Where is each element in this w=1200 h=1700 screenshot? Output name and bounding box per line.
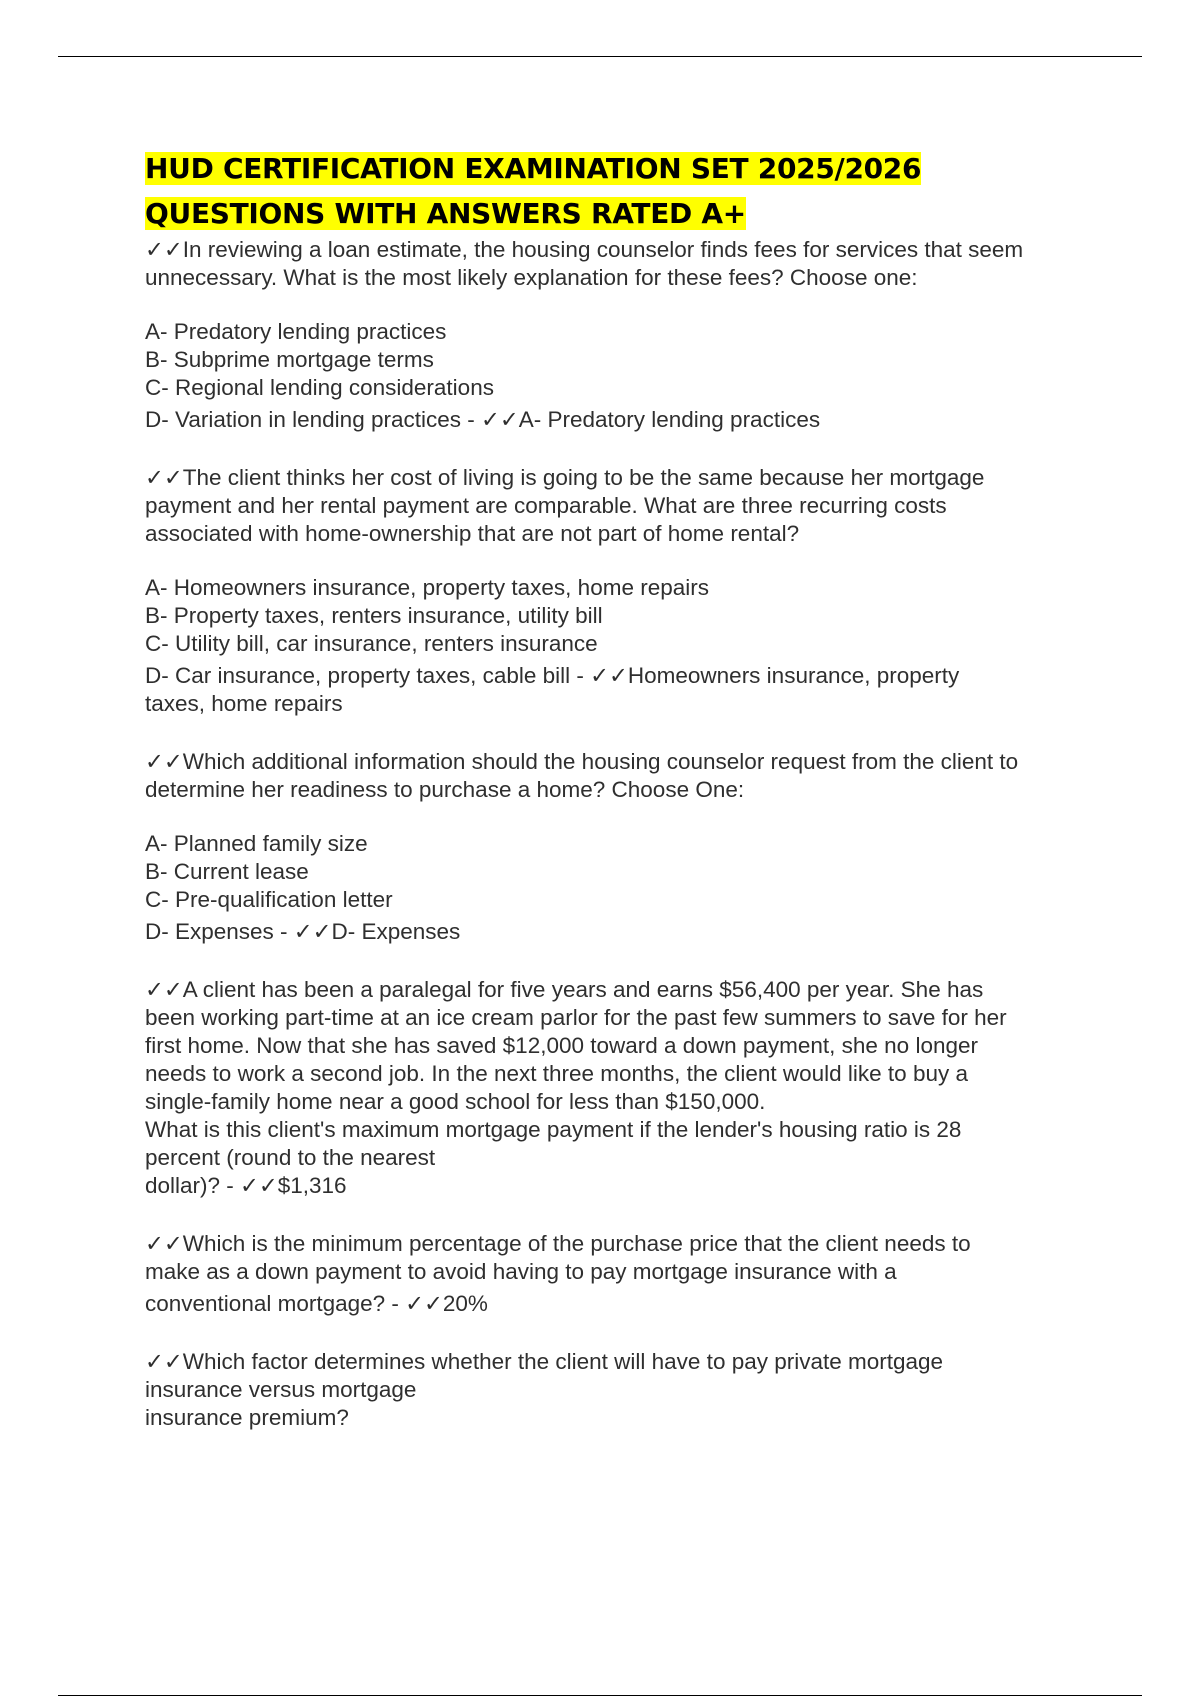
question-line: needs to work a second job. In the next three months, the client would like to buy a xyxy=(145,1061,968,1086)
answer-option: C- Utility bill, car insurance, renters insurance xyxy=(145,631,598,656)
question-line: unnecessary. What is the most likely explanation for these fees? Choose one: xyxy=(145,265,918,290)
question-3-options xyxy=(145,830,1095,946)
answer-option: D- Expenses - ✓✓D- Expenses xyxy=(145,919,461,944)
title-line-1: HUD CERTIFICATION EXAMINATION SET 2025/2026 xyxy=(145,152,922,185)
answer-option: A- Predatory lending practices xyxy=(145,319,447,344)
question-line: payment and her rental payment are comparable. What are three recurring costs xyxy=(145,493,947,518)
answer-option: B- Subprime mortgage terms xyxy=(145,347,434,372)
answer-option: D- Car insurance, property taxes, cable bill - ✓✓Homeowners insurance, property xyxy=(145,663,960,688)
document-title xyxy=(145,146,1095,236)
question-line: determine her readiness to purchase a home? Choose One: xyxy=(145,777,745,802)
answer-option: C- Pre-qualification letter xyxy=(145,887,393,912)
top-rule xyxy=(58,56,1142,57)
question-line: ✓✓In reviewing a loan estimate, the housing counselor finds fees for services that seem xyxy=(145,237,1024,262)
question-4-text xyxy=(145,976,1095,1200)
answer-option: A- Planned family size xyxy=(145,831,368,856)
question-line: ✓✓A client has been a paralegal for five years and earns $56,400 per year. She has xyxy=(145,977,984,1002)
answer-option: C- Regional lending considerations xyxy=(145,375,494,400)
question-line: been working part-time at an ice cream parlor for the past few summers to save for her xyxy=(145,1005,1007,1030)
bottom-rule xyxy=(58,1695,1142,1696)
question-line: What is this client's maximum mortgage payment if the lender's housing ratio is 28 xyxy=(145,1117,962,1142)
answer-option: B- Current lease xyxy=(145,859,309,884)
title-line-2: QUESTIONS WITH ANSWERS RATED A+ xyxy=(145,197,746,230)
answer-option: A- Homeowners insurance, property taxes, home repairs xyxy=(145,575,709,600)
question-line: ✓✓Which is the minimum percentage of the purchase price that the client needs to xyxy=(145,1231,971,1256)
question-line: make as a down payment to avoid having to pay mortgage insurance with a xyxy=(145,1259,897,1284)
answer-option: B- Property taxes, renters insurance, utility bill xyxy=(145,603,603,628)
question-2-text xyxy=(145,464,1095,548)
question-line: ✓✓Which additional information should the housing counselor request from the client to xyxy=(145,749,1019,774)
question-1-options xyxy=(145,318,1095,434)
question-answer-line: dollar)? - ✓✓$1,316 xyxy=(145,1173,347,1198)
question-line: insurance versus mortgage xyxy=(145,1377,417,1402)
answer-option-continued: taxes, home repairs xyxy=(145,691,343,716)
question-answer-line: conventional mortgage? - ✓✓20% xyxy=(145,1291,488,1316)
question-line: percent (round to the nearest xyxy=(145,1145,436,1170)
question-line: first home. Now that she has saved $12,000 toward a down payment, she no longer xyxy=(145,1033,978,1058)
question-line: single-family home near a good school for less than $150,000. xyxy=(145,1089,766,1114)
question-1-text xyxy=(145,236,1095,292)
question-5-text xyxy=(145,1230,1095,1318)
question-line: ✓✓The client thinks her cost of living is going to be the same because her mortgage xyxy=(145,465,985,490)
document-body xyxy=(145,146,1095,1432)
question-line: associated with home-ownership that are not part of home rental? xyxy=(145,521,800,546)
question-6-text xyxy=(145,1348,1095,1432)
question-line: ✓✓Which factor determines whether the client will have to pay private mortgage xyxy=(145,1349,944,1374)
answer-option: D- Variation in lending practices - ✓✓A- Predatory lending practices xyxy=(145,407,821,432)
question-3-text xyxy=(145,748,1095,804)
question-2-options xyxy=(145,574,1095,718)
question-line: insurance premium? xyxy=(145,1405,349,1430)
